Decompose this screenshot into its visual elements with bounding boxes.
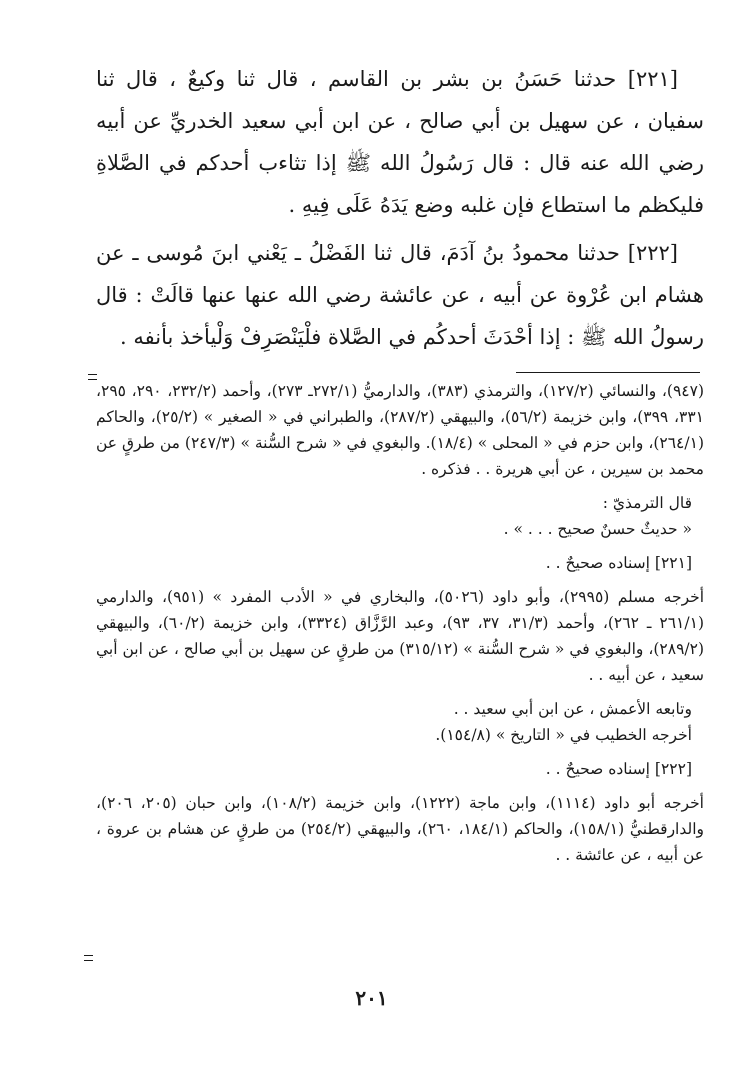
- note-221-mutaba: وتابعه الأعمش ، عن ابن أبي سعيد . .: [453, 700, 692, 718]
- continuation-mark-bottom: [84, 955, 93, 961]
- main-text: [96, 58, 704, 358]
- note-tirmidhi-label: قال الترمذيّ :: [602, 494, 692, 512]
- note-221-takhrij: أخرجه مسلم (٢٩٩٥)، وأبو داود (٥٠٢٦)، والبخاري في « الأدب المفرد » (٩٥١)، والدارمي (٢٦١/١ ـ ٢٦٢)، وأحمد (٣١/٣، ٣٧، ٩٣)، وعبد الرَّزَّاق (٣٣٢٤)، وابن خزيمة (٦٠/٢)، والبيهقي (٢٨٩/٢)، والبغوي في « شرح السُّنة » (٣١٥/١٢) من طرقٍ عن سهيل بن أبي صالح ، عن ابن أبي سعيد ، عن أبيه . .: [96, 588, 705, 684]
- hadith-221: [٢٢١] حدثنا حَسَنُ بن بشر بن القاسم ، قال ثنا وكيعٌ ، قال ثنا سفيان ، عن سهيل بن أبي صالح ، عن ابن أبي سعيد الخدريِّ عن أبيه رضي الله عنه قال : قال رَسُولُ الله ﷺ إذا تثاءب أحدكم في الصَّلاةِ فليكظم ما استطاع فإن غلبه وضع يَدَهُ عَلَى فِيهِ .: [96, 67, 704, 217]
- note-222-takhrij: أخرجه أبو داود (١١١٤)، وابن ماجة (١٢٢٢)، وابن خزيمة (١٠٨/٢)، وابن حبان (٢٠٥، ٢٠٦)، والدارقطنيُّ (١٥٨/١)، والحاكم (١٨٤/١، ٢٦٠)، والبيهقي (٢٥٤/٢) من طرقٍ عن هشام بن عروة ، عن أبيه ، عن عائشة . .: [96, 794, 705, 864]
- note-222-isnad: [٢٢٢] إسناده صحيحٌ . .: [545, 760, 692, 778]
- note-continued-227: (٩٤٧)، والنسائي (١٢٧/٢)، والترمذي (٣٨٣)، والدارميُّ (٢٧٢/١ـ ٢٧٣)، وأحمد (٢٣٢/٢، ٢٩٠، ٢٩٥، ٣٣١، ٣٩٩)، وابن خزيمة (٥٦/٢)، والبيهقي (٢٨٧/٢)، والطبراني في « الصغير » (٢٥/٢)، والحاكم (٢٦٤/١)، وابن حزم في « المحلى » (١٨/٤). والبغوي في « شرح السُّنة » (٢٤٧/٣) من طرقٍ عن محمد بن سيرين ، عن أبي هريرة . . فذكره .: [96, 382, 704, 478]
- note-221-khatib: أخرجه الخطيب في « التاريخ » (١٥٤/٨).: [435, 726, 692, 744]
- hadith-222: [٢٢٢] حدثنا محمودُ بنُ آدَمَ، قال ثنا الفَضْلُ ـ يَعْني ابنَ مُوسى ـ عن هشام ابن عُرْوة عن أبيه ، عن عائشة رضي الله عنها عنها قالَتْ : قال رسولُ الله ﷺ : إذا أحْدَثَ أحدكُم في الصَّلاة فلْيَنْصَرِفْ وَلْيأخذ بأنفه .: [96, 241, 704, 349]
- note-221-isnad: [٢٢١] إسناده صحيحٌ . .: [545, 554, 692, 572]
- page-number: ٢٠١: [355, 986, 388, 1010]
- note-tirmidhi-quote: « حديثٌ حسنٌ صحيح . . . » .: [503, 520, 692, 538]
- footnote-separator: [516, 372, 700, 373]
- footnotes: [96, 378, 704, 868]
